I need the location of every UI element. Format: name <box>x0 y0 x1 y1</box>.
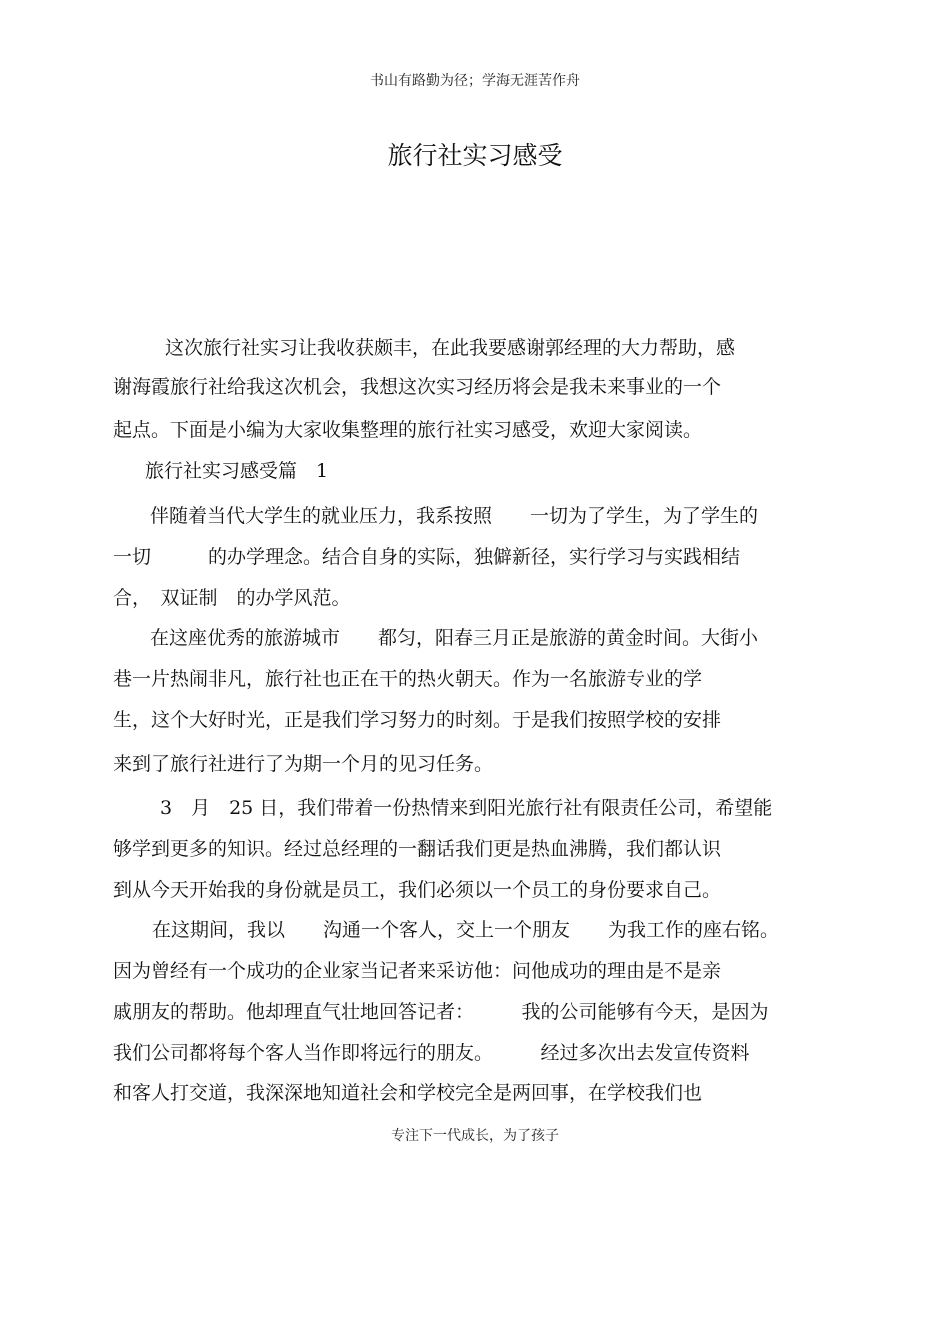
paragraph-line: 伴随着当代大学生的就业压力，我系按照 一切为了学生，为了学生的 <box>150 505 759 527</box>
paragraph-line: 够学到更多的知识。经过总经理的一翻话我们更是热血沸腾，我们都认识 <box>113 838 722 860</box>
paragraph-line: 谢海霞旅行社给我这次机会，我想这次实习经历将会是我未来事业的一个 <box>113 376 722 398</box>
paragraph-line: 在这期间，我以 沟通一个客人，交上一个朋友 为我工作的座右铭。 <box>152 919 780 941</box>
paragraph-line: 在这座优秀的旅游城市 都匀，阳春三月正是旅游的黄金时间。大街小 <box>150 627 759 649</box>
paragraph-line: 起点。下面是小编为大家收集整理的旅行社实习感受，欢迎大家阅读。 <box>113 419 703 441</box>
paragraph-line: 因为曾经有一个成功的企业家当记者来采访他：问他成功的理由是不是亲 <box>113 960 722 982</box>
paragraph-line: 到从今天开始我的身份就是员工，我们必须以一个员工的身份要求自己。 <box>113 879 722 901</box>
paragraph-line: 3 月 25 日，我们带着一份热情来到阳光旅行社有限责任公司，希望能 <box>160 797 773 819</box>
paragraph-line: 巷一片热闹非凡，旅行社也正在干的热火朝天。作为一名旅游专业的学 <box>113 668 703 690</box>
document-title: 旅行社实习感受 <box>387 141 563 170</box>
paragraph-line: 一切 的办学理念。结合自身的实际，独僻新径，实行学习与实践相结 <box>113 546 741 568</box>
paragraph-line: 这次旅行社实习让我收获颇丰，在此我要感谢郭经理的大力帮助，感 <box>165 337 736 359</box>
paragraph-line: 合， 双证制 的办学风范。 <box>113 587 351 609</box>
paragraph-line: 我们公司都将每个客人当作即将远行的朋友。 经过多次出去发宣传资料 <box>113 1042 750 1064</box>
paragraph-line: 生，这个大好时光，正是我们学习努力的时刻。于是我们按照学校的安排 <box>113 709 722 731</box>
paragraph-line: 戚朋友的帮助。他却理直气壮地回答记者： 我的公司能够有今天，是因为 <box>113 1001 769 1023</box>
paragraph-line: 和客人打交道，我深深地知道社会和学校完全是两回事，在学校我们也 <box>113 1082 703 1104</box>
section-heading: 旅行社实习感受篇 1 <box>145 460 329 482</box>
footer-slogan: 专注下一代成长，为了孩子 <box>391 1128 559 1144</box>
header-motto: 书山有路勤为径；学海无涯苦作舟 <box>370 73 580 89</box>
paragraph-line: 来到了旅行社进行了为期一个月的见习任务。 <box>113 753 494 775</box>
